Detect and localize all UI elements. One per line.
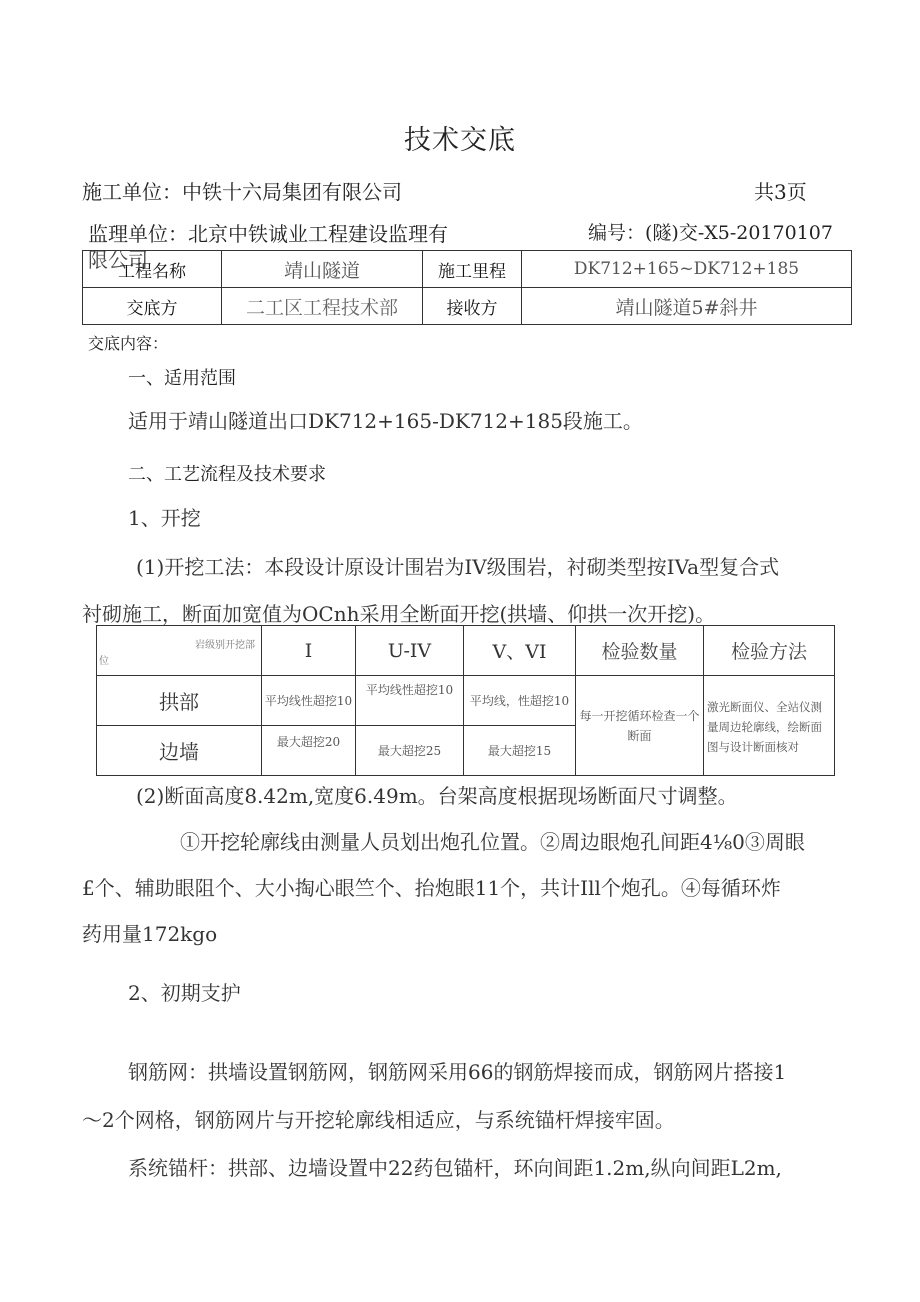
header-inspect-qty: 检验数量 [576, 626, 704, 676]
arch-grade-i: 平均线性超挖10 [262, 676, 356, 726]
issuer: 二工区工程技术部 [222, 288, 423, 325]
scope-text: 适用于靖山隧道出口DK712+165-DK712+185段施工。 [128, 409, 643, 433]
excavation-text-line1: (1)开挖工法：本段设计原设计围岩为IV级围岩，衬砌类型按IVa型复合式 [136, 555, 780, 579]
mesh-text-line2: ～2个网格，钢筋网片与开挖轮廓线相适应，与系统锚杆焊接牢固。 [82, 1108, 675, 1132]
mesh-text-line1: 钢筋网：拱墙设置钢筋网，钢筋网采用66的钢筋焊接而成，钢筋网片搭接1 [128, 1060, 787, 1084]
row-sidewall-label: 边墙 [97, 726, 262, 776]
inspect-method: 激光断面仪、全站仪测量周边轮廓线，绘断面图与设计断面核对 [704, 676, 835, 776]
supervision-unit: 监理单位：北京中铁诚业工程建设监理有 [88, 222, 448, 246]
header-grade-v-vi: V、VI [464, 626, 576, 676]
drill-text-line3: 药用量172kgo [82, 922, 218, 946]
arch-grade-ii-iv: 平均线性超挖10 [356, 676, 464, 726]
receiver-label: 接收方 [423, 288, 522, 325]
document-number: 编号：(隧)交-X5-20170107 [588, 222, 833, 244]
overbreak-table [96, 625, 835, 776]
receiver: 靖山隧道5#斜井 [522, 288, 852, 325]
subsection-support: 2、初期支护 [128, 981, 241, 1005]
drill-text-line2: £个、辅助眼阻个、大小掏心眼竺个、抬炮眼11个，共计Ill个炮孔。④每循环炸 [82, 876, 781, 900]
header-grade-ii-iv: U-IV [356, 626, 464, 676]
header-grade-i: I [262, 626, 356, 676]
sidewall-grade-i: 最大超挖20 [262, 726, 356, 776]
anchor-text-line1: 系统锚杆：拱部、边墙设置中22药包锚杆，环向间距1.2m,纵向间距L2m, [128, 1156, 782, 1180]
info-table [82, 250, 852, 325]
corner-top-label: 岩级别开挖部 [195, 640, 255, 651]
construction-unit: 施工单位：中铁十六局集团有限公司 [82, 180, 402, 204]
excavation-text-line2: 衬砌施工，断面加宽值为OCnh采用全断面开挖(拱墙、仰拱一次开挖)。 [82, 602, 716, 626]
mileage-label: 施工里程 [423, 251, 522, 288]
row-arch-label: 拱部 [97, 676, 262, 726]
inspect-qty: 每一开挖循环检查一个断面 [576, 676, 704, 776]
section-process-heading: 二、工艺流程及技术要求 [128, 464, 326, 485]
project-name-label: 工程名称 [83, 251, 222, 288]
subsection-excavation: 1、开挖 [128, 506, 201, 530]
header-inspect-method: 检验方法 [704, 626, 835, 676]
supervision-unit-wrap: 限公司 [88, 248, 148, 272]
total-pages: 共3页 [754, 180, 807, 204]
drill-text-line1: ①开挖轮廓线由测量人员划出炮孔位置。②周边眼炮孔间距4⅛0③周眼 [180, 830, 805, 854]
content-label: 交底内容： [88, 334, 169, 353]
mileage: DK712+165~DK712+185 [522, 251, 852, 288]
project-name: 靖山隧道 [222, 251, 423, 288]
section-size-text: (2)断面高度8.42m,宽度6.49m。台架高度根据现场断面尺寸调整。 [136, 784, 738, 808]
sidewall-grade-ii-iv: 最大超挖25 [356, 726, 464, 776]
corner-bottom-label: 位 [99, 656, 109, 667]
section-scope-heading: 一、适用范围 [128, 368, 236, 389]
table-corner-cell [97, 626, 262, 676]
issuer-label: 交底方 [83, 288, 222, 325]
arch-grade-v-vi: 平均线，性超挖10 [464, 676, 576, 726]
document-title: 技术交底 [404, 125, 516, 156]
sidewall-grade-v-vi: 最大超挖15 [464, 726, 576, 776]
